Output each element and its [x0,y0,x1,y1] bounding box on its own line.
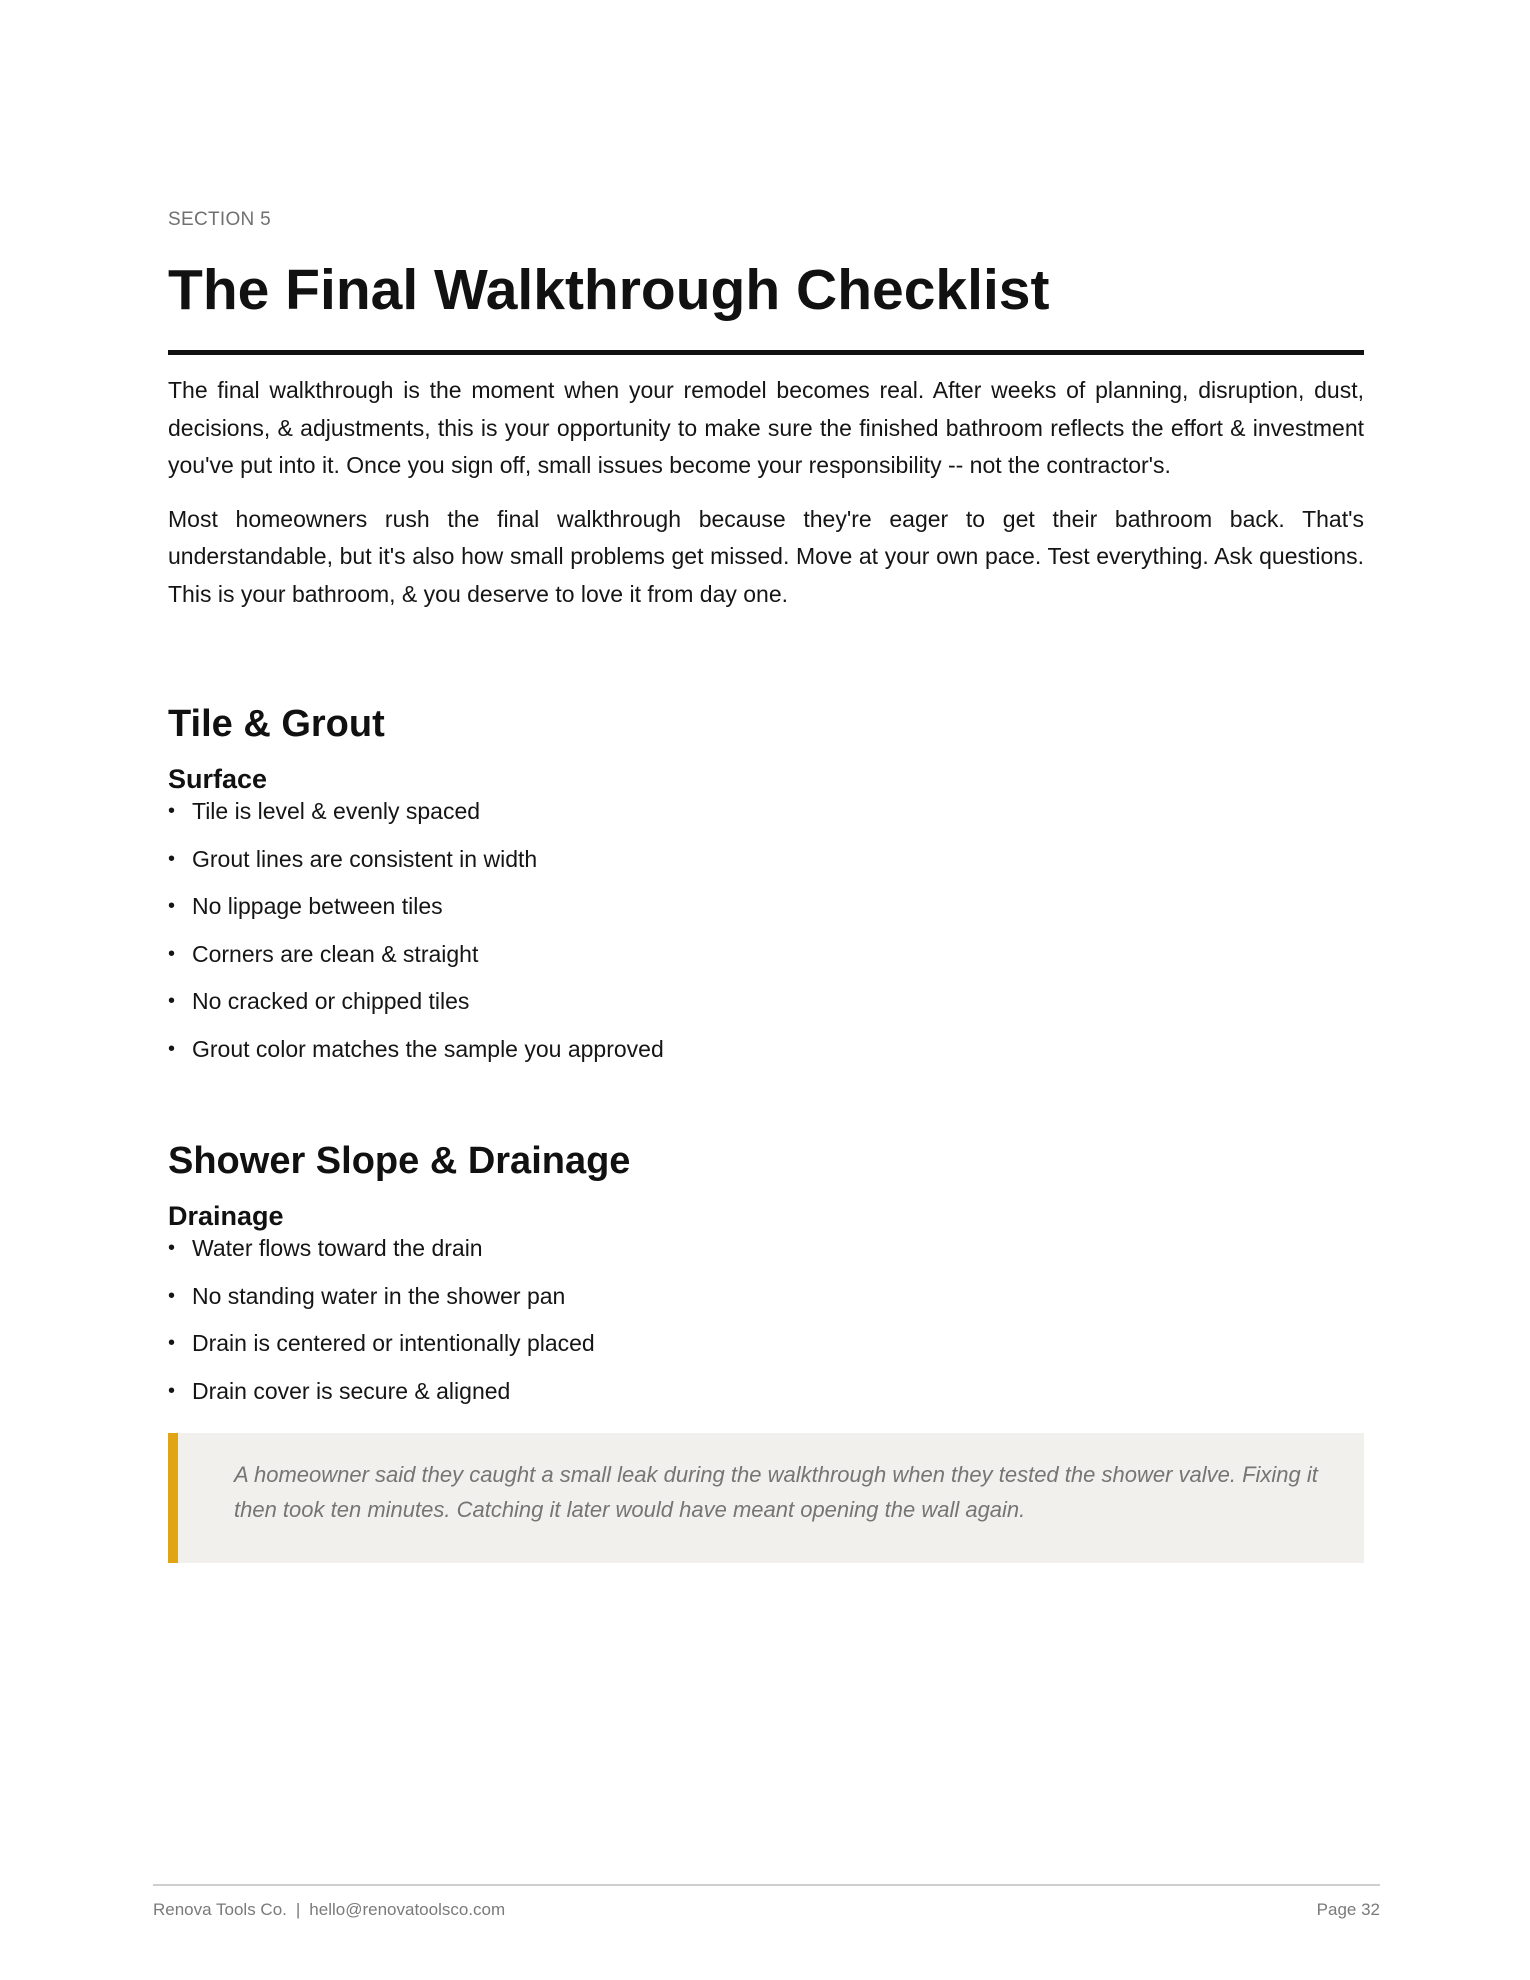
callout-quote [168,1433,1364,1563]
section-heading-tile-grout: Tile & Grout [168,703,385,745]
list-item [168,1026,1364,1074]
checklist-drainage [168,1225,1364,1415]
list-item [168,1320,1364,1368]
bullet-icon: • [168,800,176,822]
bullet-icon: • [168,895,176,917]
list-item-text: No cracked or chipped tiles [192,988,470,1014]
list-item [168,1368,1364,1416]
list-item [168,788,1364,836]
intro [168,372,1364,613]
list-item-text: Tile is level & evenly spaced [192,798,481,824]
footer-separator: | [295,1900,301,1919]
subheading-drainage: Drainage [168,1201,284,1231]
list-item [168,1225,1364,1273]
list-item [168,978,1364,1026]
list-item [168,931,1364,979]
bullet-icon: • [168,1237,176,1259]
footer-contact [153,1899,505,1921]
bullet-icon: • [168,1284,176,1307]
bullet-icon: • [168,1037,176,1060]
bullet-icon: • [168,1332,176,1354]
intro-paragraph-1: The final walkthrough is the moment when your remodel becomes real. After weeks of planning, disruption, dust, decisions, & adjustments, this is your opportunity to make sure the finished bathroom reflects the effort & investment you've put into it. Once you sign off, small issues become your responsibility -- not the contractor's. [168,377,1364,478]
intro-paragraph-2: Most homeowners rush the final walkthrough because they're eager to get their bathroom back. That's understandable, but it's also how small problems get missed. Move at your own pace. Test everything. Ask questions. This is your bathroom, & you deserve to love it from day one. [168,505,1364,607]
page-number: Page 32 [1316,1900,1380,1919]
list-item-text: Drain cover is secure & aligned [192,1377,511,1404]
page-content [168,208,1364,1563]
bullet-icon: • [168,990,176,1012]
list-item-text: No lippage between tiles [192,893,443,919]
page-title: The Final Walkthrough Checklist [168,258,1050,322]
footer-company: Renova Tools Co. [153,1900,287,1919]
footer-email: hello@renovatoolsco.com [309,1900,506,1919]
list-item [168,883,1364,931]
bullet-icon: • [168,847,176,870]
list-item-text: Grout lines are consistent in width [192,845,538,872]
subheading-surface: Surface [168,764,268,794]
list-item [168,836,1364,884]
list-item-text: Grout color matches the sample you approved [192,1035,664,1062]
bullet-icon: • [168,1379,176,1402]
list-item-text: Drain is centered or intentionally placed [192,1330,595,1356]
section-label: SECTION 5 [168,209,271,230]
footer-divider [153,1884,1380,1886]
checklist-surface [168,788,1364,1073]
section-heading-shower-drainage: Shower Slope & Drainage [168,1140,631,1182]
list-item-text: No standing water in the shower pan [192,1282,566,1309]
list-item-text: Water flows toward the drain [192,1235,483,1261]
callout-text: A homeowner said they caught a small leak during the walkthrough when they tested the shower valve. Fixing it then took ten minutes. Catching it later would have meant opening the wall again. [234,1462,1318,1522]
list-item [168,1273,1364,1321]
bullet-icon: • [168,942,176,965]
title-divider [168,350,1364,355]
list-item-text: Corners are clean & straight [192,940,479,967]
